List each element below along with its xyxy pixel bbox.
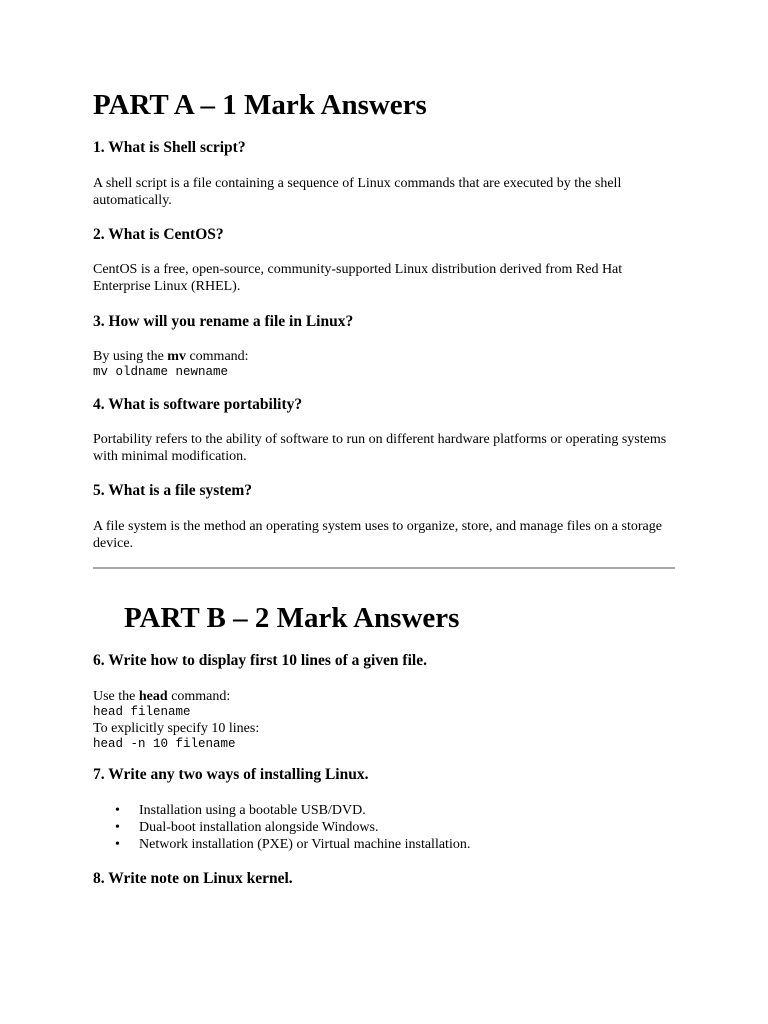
answer-6-prefix: Use the xyxy=(93,689,139,704)
bullet-icon: • xyxy=(115,820,120,835)
list-item: • Installation using a bootable USB/DVD. xyxy=(115,803,366,818)
answer-5: A file system is the method an operating system uses to organize, store, and manage files on a storage device. xyxy=(93,519,662,551)
question-5: 5. What is a file system? xyxy=(93,482,253,499)
command-head: head xyxy=(138,689,168,704)
answer-6 xyxy=(93,688,675,752)
command-mv: mv xyxy=(167,349,186,364)
answer-6-line2: To explicitly specify 10 lines: xyxy=(93,721,260,736)
list-item: • Network installation (PXE) or Virtual machine installation. xyxy=(115,837,471,852)
code-rename: mv oldname newname xyxy=(93,365,229,379)
code-head: head filename xyxy=(93,705,191,719)
question-6: 6. Write how to display first 10 lines of a given file. xyxy=(93,652,427,669)
answer-3 xyxy=(93,348,675,380)
answer-3-prefix: By using the xyxy=(93,349,168,364)
answer-2: CentOS is a free, open-source, community-supported Linux distribution derived from Red Hat Enterprise Linux (RHEL). xyxy=(93,262,623,294)
question-8: 8. Write note on Linux kernel. xyxy=(93,870,293,887)
answer-3-suffix: command: xyxy=(185,349,249,364)
answer-6-suffix: command: xyxy=(167,689,231,704)
horizontal-rule xyxy=(93,567,675,569)
answer-4: Portability refers to the ability of software to run on different hardware platforms or operating systems with minimal modification. xyxy=(93,432,667,464)
install-methods-list xyxy=(93,802,470,853)
question-2: 2. What is CentOS? xyxy=(93,226,224,243)
part-a-title: PART A – 1 Mark Answers xyxy=(93,89,427,121)
code-head-n: head -n 10 filename xyxy=(93,737,236,751)
question-1: 1. What is Shell script? xyxy=(93,139,246,156)
bullet-icon: • xyxy=(115,837,120,852)
list-item: • Dual-boot installation alongside Windows. xyxy=(115,820,379,835)
question-4: 4. What is software portability? xyxy=(93,396,303,413)
bullet-icon: • xyxy=(115,803,120,818)
part-b-title: PART B – 2 Mark Answers xyxy=(124,602,460,634)
question-3: 3. How will you rename a file in Linux? xyxy=(93,313,354,330)
answer-1: A shell script is a file containing a sequence of Linux commands that are executed by the shell automatically. xyxy=(93,176,622,208)
question-7: 7. Write any two ways of installing Linux. xyxy=(93,766,369,783)
